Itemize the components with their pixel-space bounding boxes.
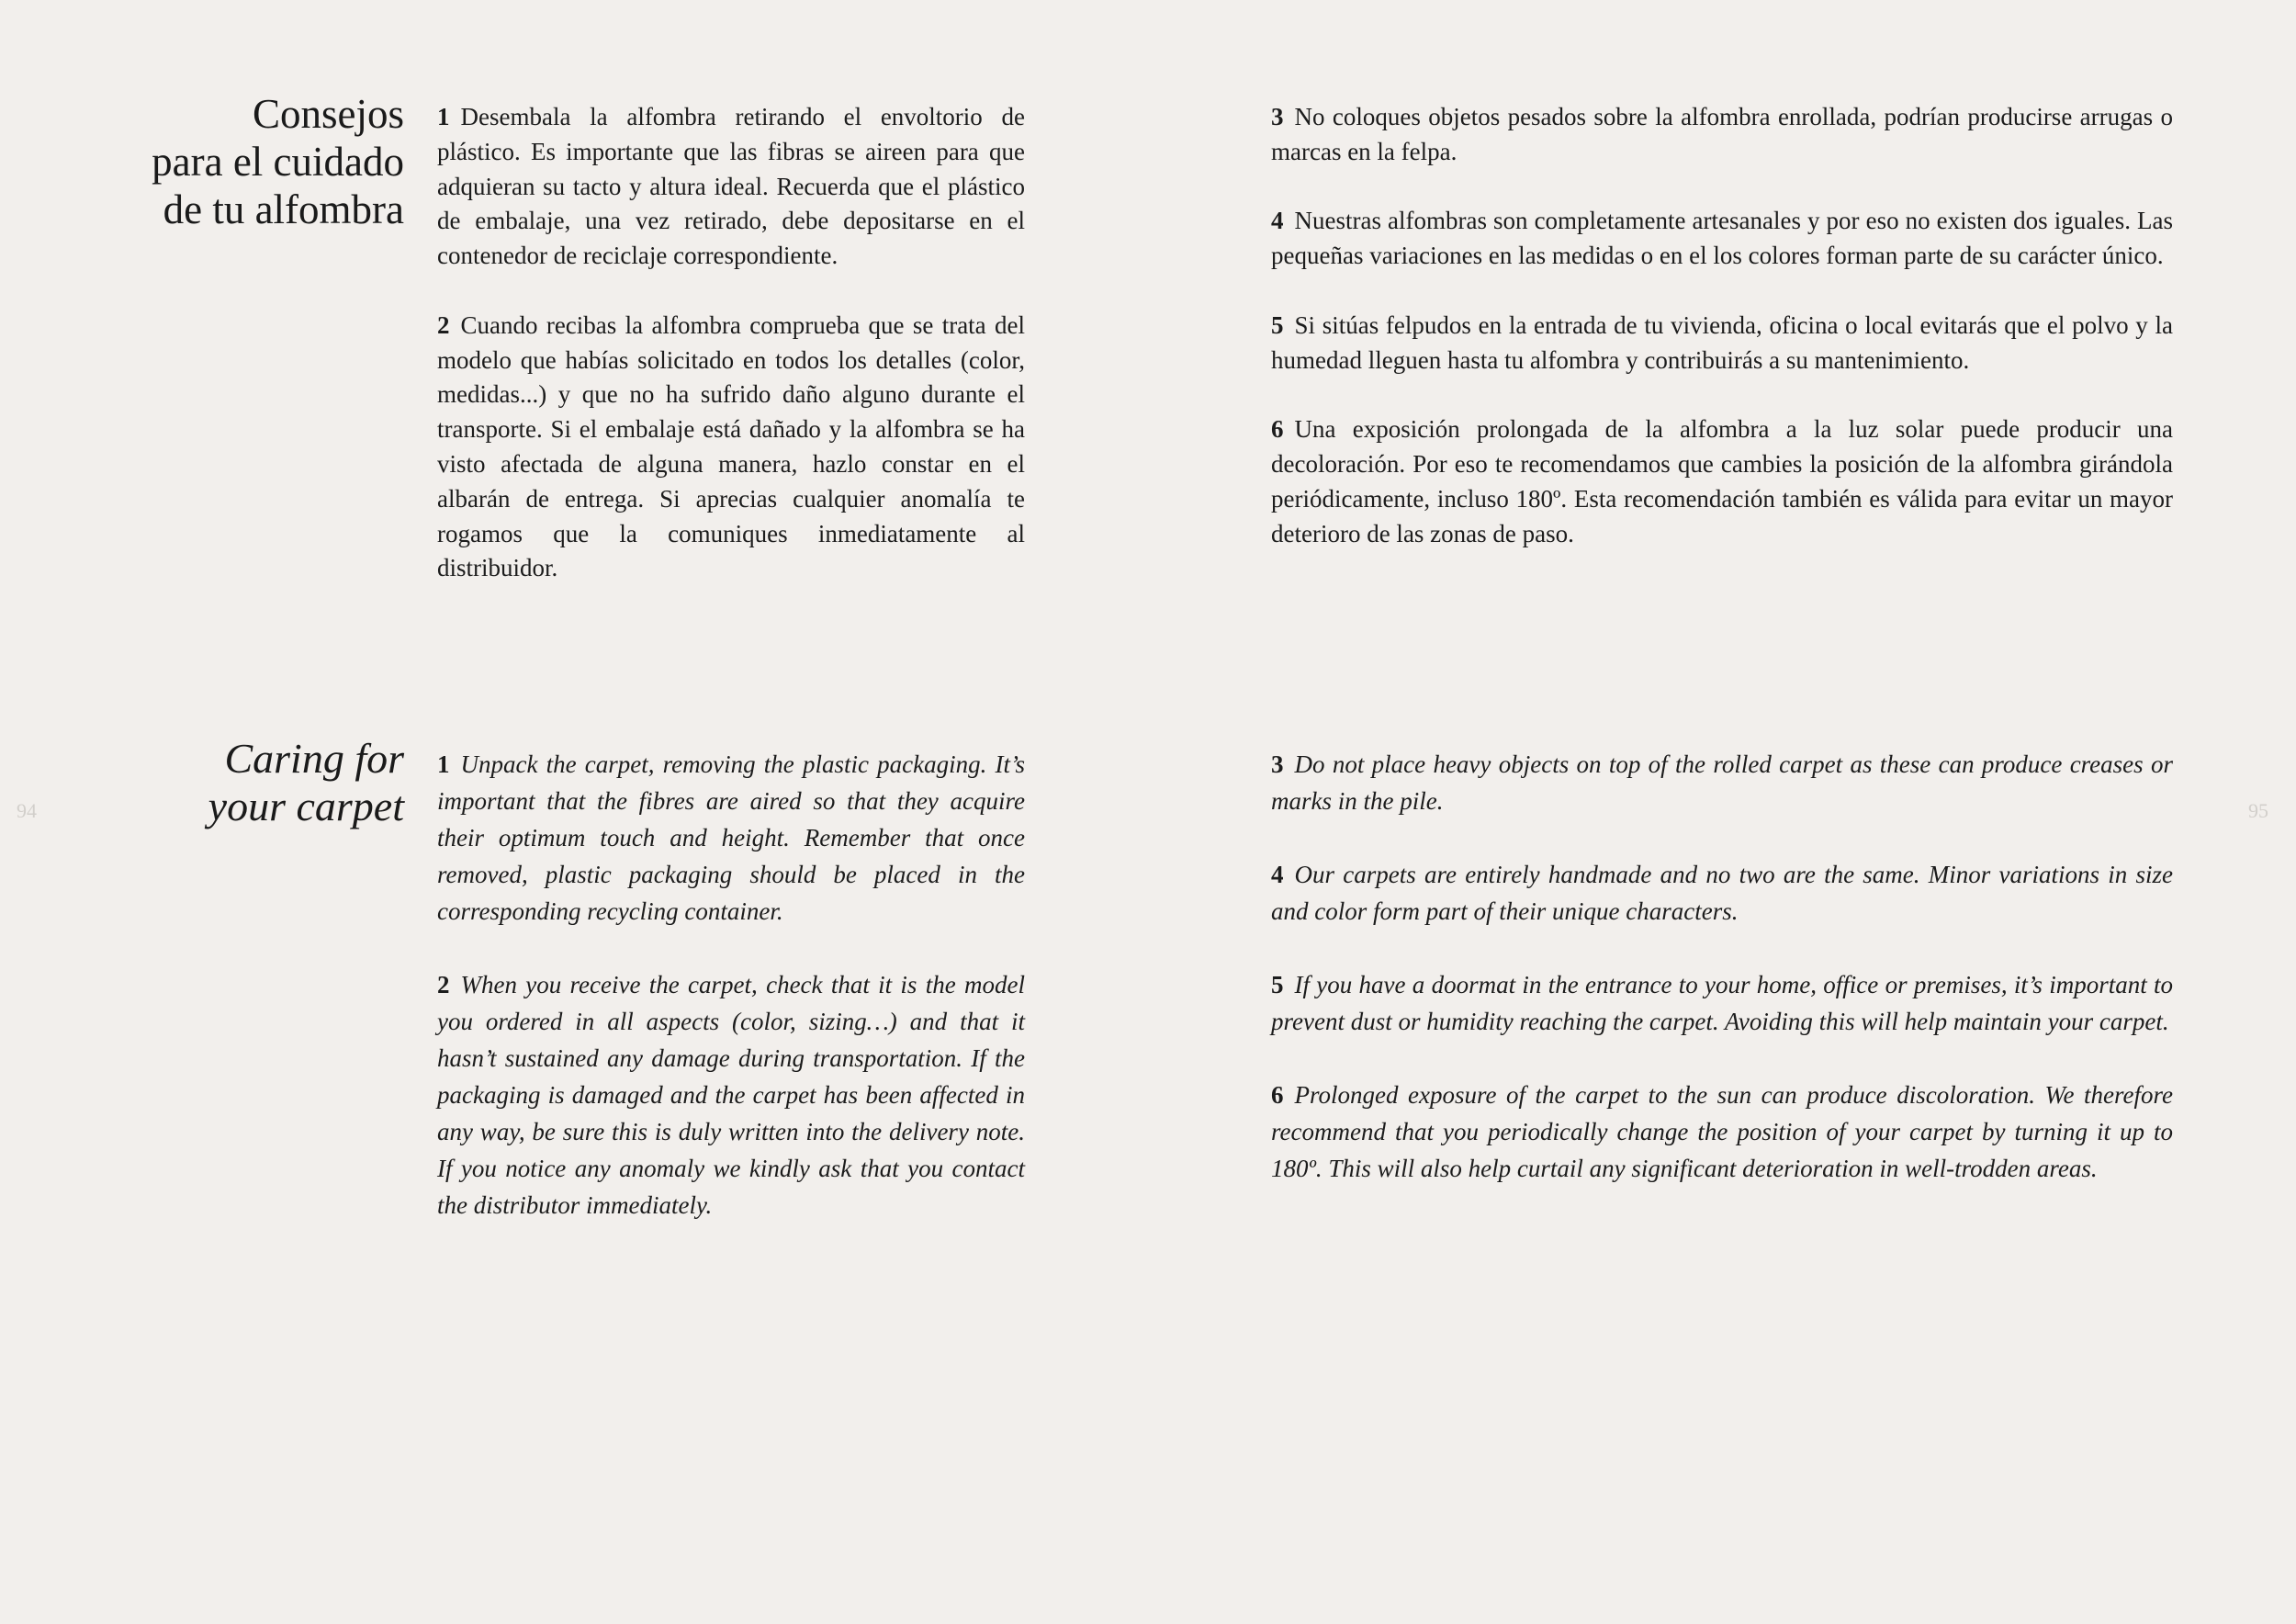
spanish-heading-line: de tu alfombra <box>163 186 404 232</box>
spanish-heading-line: para el cuidado <box>152 139 404 185</box>
item-number: 6 <box>1271 415 1284 444</box>
spanish-item-3 <box>1271 100 2173 170</box>
english-item-6 <box>1271 1077 2173 1187</box>
spanish-heading <box>110 90 404 233</box>
item-number: 3 <box>1271 103 1284 130</box>
item-text: Una exposición prolongada de la alfombra a la luz solar puede producir una decoloración. Por eso te recomendamos que cambies la posición de la alfombra girándola periódicamente, incluso 180º. Esta recomendación también es válida para evitar un mayor deterioro de las zonas de paso. <box>1271 415 2173 547</box>
item-text: Si sitúas felpudos en la entrada de tu vivienda, oficina o local evitarás que el polvo y la humedad lleguen hasta tu alfombra y contribuirás a su mantenimiento. <box>1271 310 2173 374</box>
spanish-item-6 <box>1271 412 2173 551</box>
item-text: If you have a doormat in the entrance to your home, office or premises, it’s important to prevent dust or humidity reaching the carpet. Avoiding this will help maintain your carpet. <box>1271 971 2173 1035</box>
item-text: Our carpets are entirely handmade and no two are the same. Minor variations in size and color form part of their unique characters. <box>1271 861 2173 925</box>
item-number: 1 <box>437 750 450 778</box>
item-text: Prolonged exposure of the carpet to the sun can produce discoloration. We therefore recommend that you periodically change the position of your carpet by turning it up to 180º. This will also help curtail any significant deterioration in well-trodden areas. <box>1271 1081 2173 1182</box>
item-number: 2 <box>437 310 450 339</box>
spanish-item-2 <box>437 309 1025 586</box>
english-column-left <box>437 746 1025 1260</box>
item-text: Unpack the carpet, removing the plastic packaging. It’s important that the fibres are aired so that they acquire their optimum touch and height. Remember that once removed, plastic packaging should be placed in the corresponding recycling container. <box>437 750 1025 925</box>
item-number: 6 <box>1271 1081 1284 1109</box>
spanish-item-5 <box>1271 309 2173 378</box>
spanish-heading-line: Consejos <box>252 91 404 137</box>
item-text: When you receive the carpet, check that it is the model you ordered in all aspects (color, sizing…) and that it hasn’t sustained any damage during transportation. If the packaging is damaged and the carpet has been affected in any way, be sure this is duly written into the delivery note. If you notice any anomaly we kindly ask that you contact the distributor immediately. <box>437 971 1025 1219</box>
item-text: No coloques objetos pesados sobre la alfombra enrollada, podrían producirse arrugas o marcas en la felpa. <box>1271 103 2173 165</box>
page-number-left: 94 <box>17 799 37 822</box>
page-number-right: 95 <box>2248 799 2268 822</box>
english-item-4 <box>1271 856 2173 930</box>
item-number: 3 <box>1271 750 1284 778</box>
item-number: 4 <box>1271 207 1284 235</box>
english-item-2 <box>437 966 1025 1224</box>
item-number: 5 <box>1271 971 1284 998</box>
item-number: 1 <box>437 103 450 130</box>
spanish-item-4 <box>1271 204 2173 274</box>
english-heading-line: Caring for <box>224 735 404 782</box>
item-number: 4 <box>1271 861 1284 888</box>
spanish-column-left <box>437 100 1025 621</box>
item-text: Desembala la alfombra retirando el envoltorio de plástico. Es importante que las fibras se aireen para que adquieran su tacto y altura ideal. Recuerda que el plástico de embalaje, una vez retirado, debe depositarse en el contenedor de reciclaje correspondiente. <box>437 103 1025 270</box>
spanish-item-1 <box>437 100 1025 274</box>
english-column-right <box>1271 746 2173 1224</box>
english-item-1 <box>437 746 1025 930</box>
english-heading <box>129 735 404 830</box>
english-heading-line: your carpet <box>208 783 404 829</box>
item-text: Nuestras alfombras son completamente artesanales y por eso no existen dos iguales. Las pequeñas variaciones en las medidas o en el los colores forman parte de su carácter único. <box>1271 207 2173 270</box>
item-text: Cuando recibas la alfombra comprueba que se trata del modelo que habías solicitado en todos los detalles (color, medidas...) y que no ha sufrido daño alguno durante el transporte. Si el embalaje está dañado y la alfombra se ha visto afectada de alguna manera, hazlo constar en el albarán de entrega. Si aprecias cualquier anomalía te rogamos que la comuniques inmediatamente al distribuidor. <box>437 310 1025 582</box>
item-number: 5 <box>1271 310 1284 339</box>
item-number: 2 <box>437 971 450 998</box>
spanish-column-right <box>1271 100 2173 586</box>
english-item-3 <box>1271 746 2173 819</box>
item-text: Do not place heavy objects on top of the rolled carpet as these can produce creases or marks in the pile. <box>1271 750 2173 815</box>
english-item-5 <box>1271 966 2173 1040</box>
